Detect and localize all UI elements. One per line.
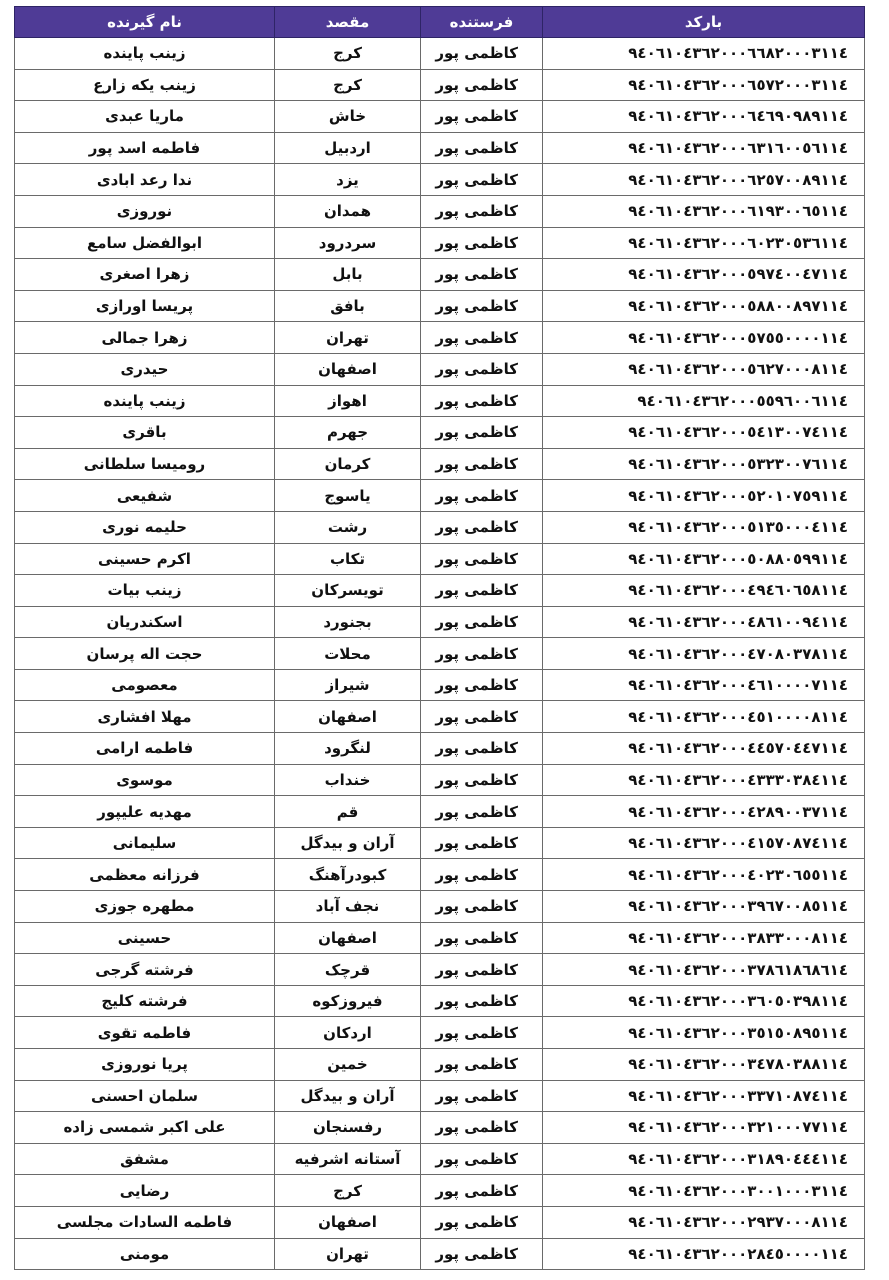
destination-cell: اصفهان	[275, 353, 421, 385]
barcode-cell: ۹٤۰٦۱۰٤۳٦۲۰۰۰٦۲٥۷۰۰۸۹۱۱٤	[543, 164, 865, 196]
destination-cell: رشت	[275, 511, 421, 543]
table-row	[15, 606, 865, 638]
barcode-cell: ۹٤۰٦۱۰٤۳٦۲۰۰۰٤۲۸۹۰۰۳۷۱۱٤	[543, 796, 865, 828]
destination-cell: لنگرود	[275, 733, 421, 765]
table-row	[15, 164, 865, 196]
table-row	[15, 1049, 865, 1081]
table-row	[15, 322, 865, 354]
destination-cell: یاسوج	[275, 480, 421, 512]
barcode-cell: ۹٤۰٦۱۰٤۳٦۲۰۰۰٥٥۹٦۰۰٦۱۱٤	[543, 385, 865, 417]
destination-cell: تهران	[275, 322, 421, 354]
table-row	[15, 1175, 865, 1207]
destination-cell: جهرم	[275, 417, 421, 449]
sender-cell: کاظمی پور	[421, 385, 543, 417]
barcode-cell: ۹٤۰٦۱۰٤۳٦۲۰۰۰۳٤۷۸۰۳۸۸۱۱٤	[543, 1049, 865, 1081]
sender-cell: کاظمی پور	[421, 543, 543, 575]
barcode-cell: ۹٤۰٦۱۰٤۳٦۲۰۰۰۳۳۷۱۰۸۷٤۱۱٤	[543, 1080, 865, 1112]
sender-cell: کاظمی پور	[421, 38, 543, 70]
destination-cell: بجنورد	[275, 606, 421, 638]
barcode-cell: ۹٤۰٦۱۰٤۳٦۲۰۰۰٥۲۰۱۰۷٥۹۱۱٤	[543, 480, 865, 512]
barcode-cell: ۹٤۰٦۱۰٤۳٦۲۰۰۰٦٦۸۲۰۰۰۳۱۱٤	[543, 38, 865, 70]
recipient-cell: زینب پاینده	[15, 38, 275, 70]
barcode-cell: ۹٤۰٦۱۰٤۳٦۲۰۰۰٦۰۲۳۰٥۳٦۱۱٤	[543, 227, 865, 259]
recipient-cell: علی اکبر شمسی زاده	[15, 1112, 275, 1144]
table-row	[15, 922, 865, 954]
destination-cell: محلات	[275, 638, 421, 670]
recipient-cell: حیدری	[15, 353, 275, 385]
recipient-cell: حجت اله پرسان	[15, 638, 275, 670]
table-row	[15, 195, 865, 227]
sender-cell: کاظمی پور	[421, 764, 543, 796]
barcode-cell: ۹٤۰٦۱۰٤۳٦۲۰۰۰٥٦۲۷۰۰۰۸۱۱٤	[543, 353, 865, 385]
table-row	[15, 638, 865, 670]
barcode-cell: ۹٤۰٦۱۰٤۳٦۲۰۰۰٦٤٦۹۰۹۸۹۱۱٤	[543, 101, 865, 133]
table-row	[15, 764, 865, 796]
barcode-cell: ۹٤۰٦۱۰٤۳٦۲۰۰۰٤۱٥۷۰۸۷٤۱۱٤	[543, 827, 865, 859]
sender-cell: کاظمی پور	[421, 1017, 543, 1049]
destination-cell: بافق	[275, 290, 421, 322]
recipient-cell: زینب بیات	[15, 575, 275, 607]
table-row	[15, 985, 865, 1017]
recipient-cell: مطهره جوزی	[15, 891, 275, 923]
destination-cell: اردبیل	[275, 132, 421, 164]
table-row	[15, 1238, 865, 1270]
table-row	[15, 669, 865, 701]
destination-cell: آران و بیدگل	[275, 1080, 421, 1112]
recipient-cell: مومنی	[15, 1238, 275, 1270]
table-row	[15, 733, 865, 765]
table-row	[15, 891, 865, 923]
recipient-cell: فرزانه معظمی	[15, 859, 275, 891]
recipient-cell: حلیمه نوری	[15, 511, 275, 543]
recipient-cell: معصومی	[15, 669, 275, 701]
table-row	[15, 1017, 865, 1049]
sender-cell: کاظمی پور	[421, 322, 543, 354]
barcode-cell: ۹٤۰٦۱۰٤۳٦۲۰۰۰۳۷۸٦۱۸٦۸٦۱٤	[543, 954, 865, 986]
header-destination: مقصد	[275, 7, 421, 38]
sender-cell: کاظمی پور	[421, 480, 543, 512]
recipient-cell: فاطمه تقوی	[15, 1017, 275, 1049]
table-row	[15, 859, 865, 891]
table-row	[15, 259, 865, 291]
table-row	[15, 38, 865, 70]
barcode-cell: ۹٤۰٦۱۰٤۳٦۲۰۰۰٤٥۱۰۰۰۰۸۱۱٤	[543, 701, 865, 733]
sender-cell: کاظمی پور	[421, 1238, 543, 1270]
sender-cell: کاظمی پور	[421, 606, 543, 638]
recipient-cell: نوروزی	[15, 195, 275, 227]
recipient-cell: فاطمه ارامی	[15, 733, 275, 765]
recipient-cell: مهلا افشاری	[15, 701, 275, 733]
barcode-cell: ۹٤۰٦۱۰٤۳٦۲۰۰۰۲۹۳۷۰۰۰۸۱۱٤	[543, 1206, 865, 1238]
barcode-cell: ۹٤۰٦۱۰٤۳٦۲۰۰۰٤۷۰۸۰۳۷۸۱۱٤	[543, 638, 865, 670]
recipient-cell: زهرا جمالی	[15, 322, 275, 354]
destination-cell: تویسرکان	[275, 575, 421, 607]
destination-cell: اصفهان	[275, 922, 421, 954]
barcode-cell: ۹٤۰٦۱۰٤۳٦۲۰۰۰٦۳۱٦۰۰٥٦۱۱٤	[543, 132, 865, 164]
destination-cell: کرج	[275, 1175, 421, 1207]
sender-cell: کاظمی پور	[421, 954, 543, 986]
recipient-cell: فاطمه اسد پور	[15, 132, 275, 164]
table-row	[15, 1143, 865, 1175]
header-row	[15, 7, 865, 38]
sender-cell: کاظمی پور	[421, 575, 543, 607]
destination-cell: نجف آباد	[275, 891, 421, 923]
barcode-cell: ۹٤۰٦۱۰٤۳٦۲۰۰۰۲۸٤٥۰۰۰۰۱۱٤	[543, 1238, 865, 1270]
header-barcode: بارکد	[543, 7, 865, 38]
sender-cell: کاظمی پور	[421, 448, 543, 480]
destination-cell: آستانه اشرفیه	[275, 1143, 421, 1175]
barcode-cell: ۹٤۰٦۱۰٤۳٦۲۰۰۰٤۰۲۳۰٦٥٥۱۱٤	[543, 859, 865, 891]
recipient-cell: فاطمه السادات مجلسی	[15, 1206, 275, 1238]
barcode-cell: ۹٤۰٦۱۰٤۳٦۲۰۰۰٥۱۳٥۰۰۰٤۱۱٤	[543, 511, 865, 543]
destination-cell: تهران	[275, 1238, 421, 1270]
table-row	[15, 543, 865, 575]
table-row	[15, 227, 865, 259]
sender-cell: کاظمی پور	[421, 1049, 543, 1081]
table-row	[15, 954, 865, 986]
barcode-cell: ۹٤۰٦۱۰٤۳٦۲۰۰۰٥۸۸۰۰۸۹۷۱۱٤	[543, 290, 865, 322]
sender-cell: کاظمی پور	[421, 1112, 543, 1144]
recipient-cell: پریسا اورازی	[15, 290, 275, 322]
recipient-cell: حسینی	[15, 922, 275, 954]
destination-cell: تکاب	[275, 543, 421, 575]
table-row	[15, 1112, 865, 1144]
sender-cell: کاظمی پور	[421, 164, 543, 196]
sender-cell: کاظمی پور	[421, 69, 543, 101]
barcode-cell: ۹٤۰٦۱۰٤۳٦۲۰۰۰۳٥۱٥۰۸۹٥۱۱٤	[543, 1017, 865, 1049]
sender-cell: کاظمی پور	[421, 290, 543, 322]
barcode-cell: ۹٤۰٦۱۰٤۳٦۲۰۰۰۳۸۳۳۰۰۰۸۱۱٤	[543, 922, 865, 954]
sender-cell: کاظمی پور	[421, 259, 543, 291]
sender-cell: کاظمی پور	[421, 417, 543, 449]
destination-cell: شیراز	[275, 669, 421, 701]
destination-cell: فیروزکوه	[275, 985, 421, 1017]
table-row	[15, 132, 865, 164]
destination-cell: یزد	[275, 164, 421, 196]
destination-cell: اهواز	[275, 385, 421, 417]
sender-cell: کاظمی پور	[421, 859, 543, 891]
barcode-cell: ۹٤۰٦۱۰٤۳٦۲۰۰۰۳۲۱۰۰۰۷۷۱۱٤	[543, 1112, 865, 1144]
sender-cell: کاظمی پور	[421, 922, 543, 954]
sender-cell: کاظمی پور	[421, 891, 543, 923]
sender-cell: کاظمی پور	[421, 796, 543, 828]
barcode-cell: ۹٤۰٦۱۰٤۳٦۲۰۰۰٤۳۳۳۰۳۸٤۱۱٤	[543, 764, 865, 796]
barcode-cell: ۹٤۰٦۱۰٤۳٦۲۰۰۰٦۱۹۳۰۰٦٥۱۱٤	[543, 195, 865, 227]
barcode-cell: ۹٤۰٦۱۰٤۳٦۲۰۰۰٦٥۷۲۰۰۰۳۱۱٤	[543, 69, 865, 101]
destination-cell: کرج	[275, 38, 421, 70]
barcode-cell: ۹٤۰٦۱۰٤۳٦۲۰۰۰٤٤٥۷۰٤٤۷۱۱٤	[543, 733, 865, 765]
barcode-cell: ۹٤۰٦۱۰٤۳٦۲۰۰۰۳۰۰۱۰۰۰۳۱۱٤	[543, 1175, 865, 1207]
barcode-cell: ۹٤۰٦۱۰٤۳٦۲۰۰۰۳٦۰٥۰۳۹۸۱۱٤	[543, 985, 865, 1017]
sender-cell: کاظمی پور	[421, 1206, 543, 1238]
recipient-cell: شفیعی	[15, 480, 275, 512]
recipient-cell: ابوالفضل سامع	[15, 227, 275, 259]
barcode-cell: ۹٤۰٦۱۰٤۳٦۲۰۰۰٥۳۲۳۰۰۷٦۱۱٤	[543, 448, 865, 480]
sender-cell: کاظمی پور	[421, 353, 543, 385]
barcode-cell: ۹٤۰٦۱۰٤۳٦۲۰۰۰٥۹۷٤۰۰٤۷۱۱٤	[543, 259, 865, 291]
destination-cell: رفسنجان	[275, 1112, 421, 1144]
destination-cell: همدان	[275, 195, 421, 227]
header-recipient: نام گیرنده	[15, 7, 275, 38]
barcode-cell: ۹٤۰٦۱۰٤۳٦۲۰۰۰۳۹٦۷۰۰۸٥۱۱٤	[543, 891, 865, 923]
table-row	[15, 1080, 865, 1112]
destination-cell: کرمان	[275, 448, 421, 480]
destination-cell: خمین	[275, 1049, 421, 1081]
sender-cell: کاظمی پور	[421, 733, 543, 765]
recipient-cell: فرشته کلیج	[15, 985, 275, 1017]
sender-cell: کاظمی پور	[421, 227, 543, 259]
table-row	[15, 1206, 865, 1238]
recipient-cell: موسوی	[15, 764, 275, 796]
barcode-cell: ۹٤۰٦۱۰٤۳٦۲۰۰۰٤۹٤٦۰٦٥۸۱۱٤	[543, 575, 865, 607]
shipment-table	[14, 6, 865, 1270]
table-row	[15, 796, 865, 828]
table-row	[15, 385, 865, 417]
barcode-cell: ۹٤۰٦۱۰٤۳٦۲۰۰۰٥۰۸۸۰٥۹۹۱۱٤	[543, 543, 865, 575]
destination-cell: بابل	[275, 259, 421, 291]
destination-cell: قم	[275, 796, 421, 828]
sender-cell: کاظمی پور	[421, 511, 543, 543]
barcode-cell: ۹٤۰٦۱۰٤۳٦۲۰۰۰٤٦۱۰۰۰۰۷۱۱٤	[543, 669, 865, 701]
recipient-cell: اسکندریان	[15, 606, 275, 638]
sender-cell: کاظمی پور	[421, 101, 543, 133]
recipient-cell: سلیمانی	[15, 827, 275, 859]
destination-cell: اردکان	[275, 1017, 421, 1049]
table-body	[15, 38, 865, 1270]
destination-cell: سردرود	[275, 227, 421, 259]
shipment-table-container	[14, 6, 864, 1270]
table-row	[15, 827, 865, 859]
recipient-cell: ندا رعد ابادی	[15, 164, 275, 196]
sender-cell: کاظمی پور	[421, 1080, 543, 1112]
recipient-cell: مهدیه علیپور	[15, 796, 275, 828]
recipient-cell: اکرم حسینی	[15, 543, 275, 575]
table-row	[15, 511, 865, 543]
destination-cell: کرج	[275, 69, 421, 101]
recipient-cell: رومیسا سلطانی	[15, 448, 275, 480]
destination-cell: اصفهان	[275, 1206, 421, 1238]
barcode-cell: ۹٤۰٦۱۰٤۳٦۲۰۰۰٥٤۱۳۰۰۷٤۱۱٤	[543, 417, 865, 449]
destination-cell: آران و بیدگل	[275, 827, 421, 859]
recipient-cell: رضایی	[15, 1175, 275, 1207]
header-sender: فرستنده	[421, 7, 543, 38]
recipient-cell: زینب یکه زارع	[15, 69, 275, 101]
recipient-cell: ماریا عبدی	[15, 101, 275, 133]
sender-cell: کاظمی پور	[421, 638, 543, 670]
table-header	[15, 7, 865, 38]
barcode-cell: ۹٤۰٦۱۰٤۳٦۲۰۰۰۳۱۸۹۰٤٤٤۱۱٤	[543, 1143, 865, 1175]
table-row	[15, 353, 865, 385]
sender-cell: کاظمی پور	[421, 669, 543, 701]
recipient-cell: مشفق	[15, 1143, 275, 1175]
destination-cell: خنداب	[275, 764, 421, 796]
sender-cell: کاظمی پور	[421, 132, 543, 164]
recipient-cell: پریا نوروزی	[15, 1049, 275, 1081]
barcode-cell: ۹٤۰٦۱۰٤۳٦۲۰۰۰٤۸٦۱۰۰۹٤۱۱٤	[543, 606, 865, 638]
barcode-cell: ۹٤۰٦۱۰٤۳٦۲۰۰۰٥۷٥٥۰۰۰۰۱۱٤	[543, 322, 865, 354]
table-row	[15, 480, 865, 512]
table-row	[15, 101, 865, 133]
destination-cell: کبودرآهنگ	[275, 859, 421, 891]
sender-cell: کاظمی پور	[421, 1143, 543, 1175]
table-row	[15, 69, 865, 101]
destination-cell: اصفهان	[275, 701, 421, 733]
sender-cell: کاظمی پور	[421, 701, 543, 733]
destination-cell: قرچک	[275, 954, 421, 986]
sender-cell: کاظمی پور	[421, 827, 543, 859]
recipient-cell: فرشته گرجی	[15, 954, 275, 986]
sender-cell: کاظمی پور	[421, 195, 543, 227]
table-row	[15, 575, 865, 607]
table-row	[15, 290, 865, 322]
destination-cell: خاش	[275, 101, 421, 133]
table-row	[15, 448, 865, 480]
sender-cell: کاظمی پور	[421, 985, 543, 1017]
sender-cell: کاظمی پور	[421, 1175, 543, 1207]
table-row	[15, 417, 865, 449]
recipient-cell: زینب پاینده	[15, 385, 275, 417]
recipient-cell: زهرا اصغری	[15, 259, 275, 291]
recipient-cell: باقری	[15, 417, 275, 449]
table-row	[15, 701, 865, 733]
recipient-cell: سلمان احسنی	[15, 1080, 275, 1112]
